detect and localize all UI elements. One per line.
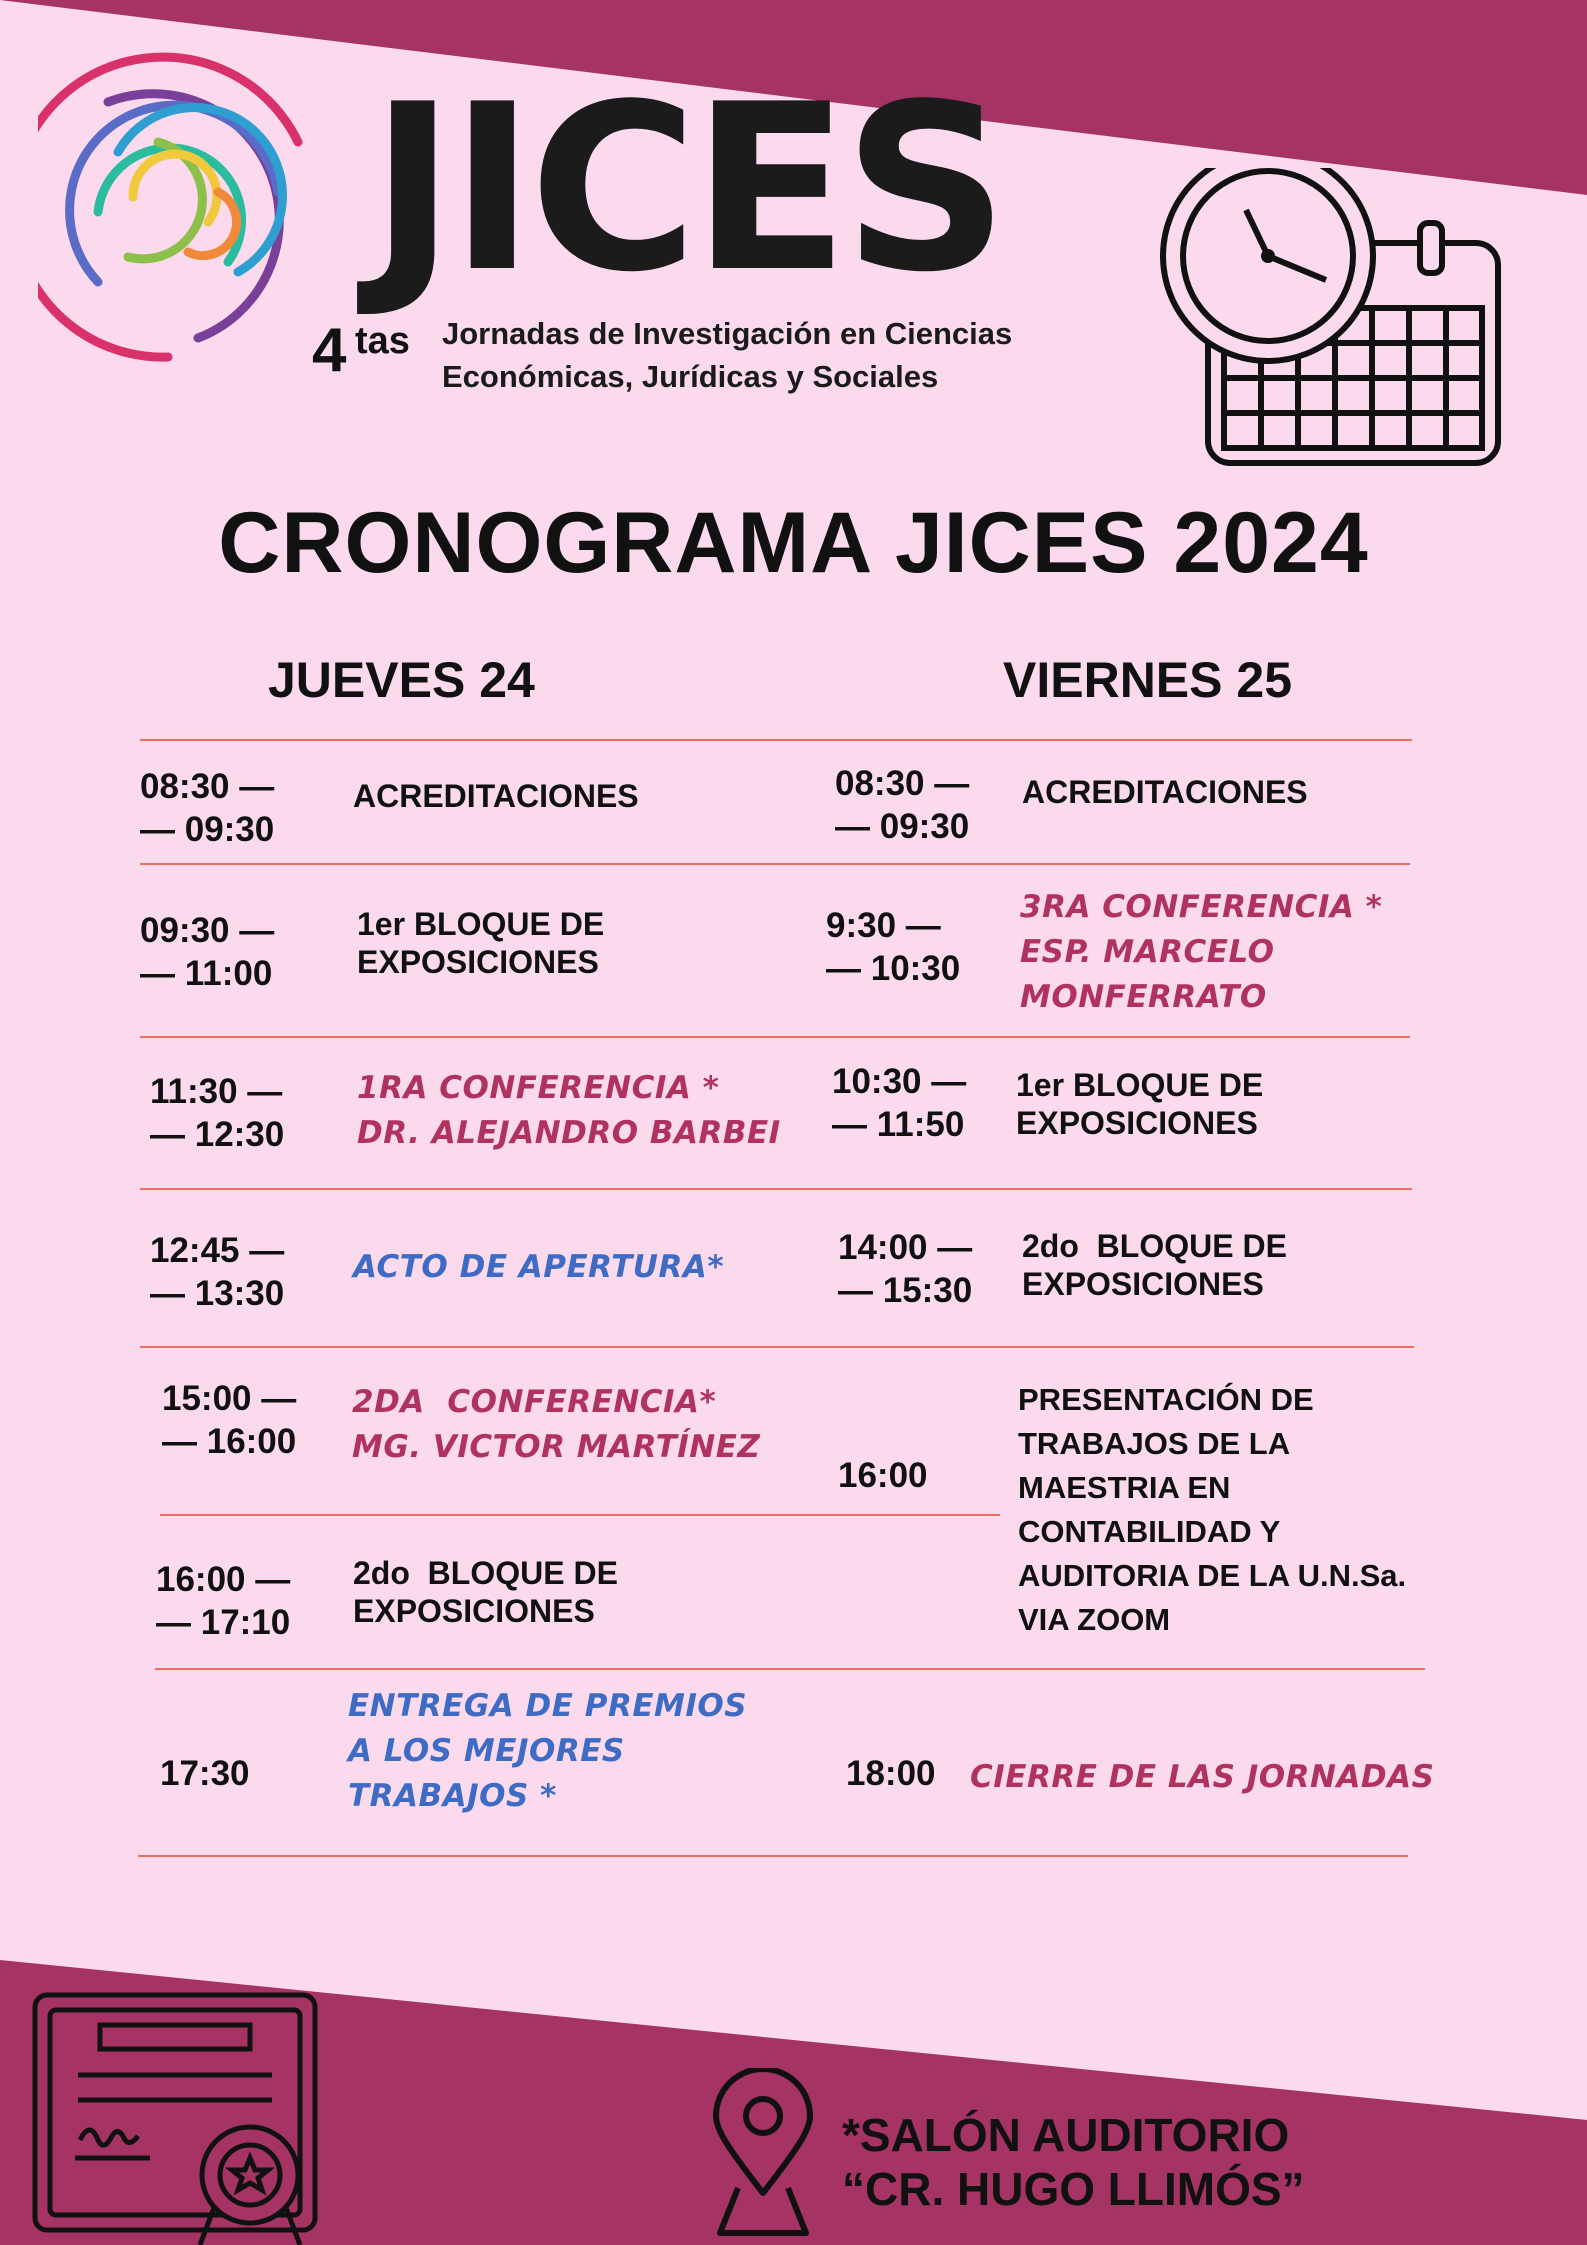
divider [140,1346,1414,1348]
divider [140,1188,1412,1190]
day-heading-thursday: JUEVES 24 [268,652,535,708]
thu-conference-2: 2DA CONFERENCIA* MG. VICTOR MARTÍNEZ [352,1384,761,1465]
thu-activity-1: ACREDITACIONES [353,778,639,814]
fri-time-2: 9:30 — — 10:30 [826,906,961,988]
divider [138,1855,1408,1857]
fri-time-3: 10:30 — — 11:50 [832,1062,967,1144]
fri-activity-4: 2do BLOQUE DE EXPOSICIONES [1022,1228,1287,1302]
thu-time-6: 16:00 — — 17:10 [156,1560,291,1642]
venue-text [842,2108,1305,2216]
fri-time-5: 16:00 [838,1456,928,1495]
logo-subtitle [442,312,1012,398]
thu-time-7: 17:30 [160,1754,250,1793]
fri-activity-3: 1er BLOQUE DE EXPOSICIONES [1016,1067,1264,1141]
location-pin-icon [708,2068,818,2238]
thu-opening-act: ACTO DE APERTURA* [353,1249,725,1285]
fri-conference-3: 3RA CONFERENCIA * ESP. MARCELO MONFERRATO [1020,889,1383,1015]
thu-time-1: 08:30 — — 09:30 [140,767,275,849]
venue-line1: SALÓN AUDITORIO [859,2109,1290,2161]
thu-conference-1: 1RA CONFERENCIA * DR. ALEJANDRO BARBEI [357,1070,781,1151]
thu-time-3: 11:30 — — 12:30 [150,1072,285,1154]
thu-activity-2: 1er BLOQUE DE EXPOSICIONES [357,906,605,980]
thu-activity-6: 2do BLOQUE DE EXPOSICIONES [353,1555,618,1629]
thu-time-2: 09:30 — — 11:00 [140,911,275,993]
divider [155,1668,1425,1670]
thu-time-5: 15:00 — — 16:00 [162,1379,297,1461]
venue-line2: “CR. HUGO LLIMÓS” [842,2163,1305,2215]
logo-wordmark: JICES [370,56,1003,323]
venue-asterisk: * [842,2109,860,2161]
page-title: CRONOGRAMA JICES 2024 [218,495,1369,591]
edition-suffix: tas [355,320,410,362]
thu-time-4: 12:45 — — 13:30 [150,1231,285,1313]
day-heading-friday: VIERNES 25 [1003,652,1293,708]
edition-number: 4 [312,316,347,385]
certificate-icon [30,1990,320,2245]
divider [160,1514,1000,1516]
fri-time-1: 08:30 — — 09:30 [835,764,970,846]
logo-subtitle-line2: Económicas, Jurídicas y Sociales [442,359,939,394]
fri-presentation: PRESENTACIÓN DE TRABAJOS DE LA MAESTRIA EN CONTABILIDAD Y AUDITORIA DE LA U.N.Sa. VIA ZOOM [1018,1382,1407,1637]
rainbow-arc-logo-icon [38,42,328,372]
fri-closing: CIERRE DE LAS JORNADAS [970,1759,1435,1795]
divider [140,739,1412,741]
fri-time-6: 18:00 [846,1754,936,1793]
fri-activity-1: ACREDITACIONES [1022,774,1308,810]
clock-calendar-icon [1158,168,1503,468]
thu-awards: ENTREGA DE PREMIOS A LOS MEJORES TRABAJOS * [348,1688,748,1814]
divider [140,1036,1410,1038]
divider [140,863,1410,865]
fri-time-4: 14:00 — — 15:30 [838,1228,973,1310]
logo-subtitle-line1: Jornadas de Investigación en Ciencias [442,316,1013,351]
